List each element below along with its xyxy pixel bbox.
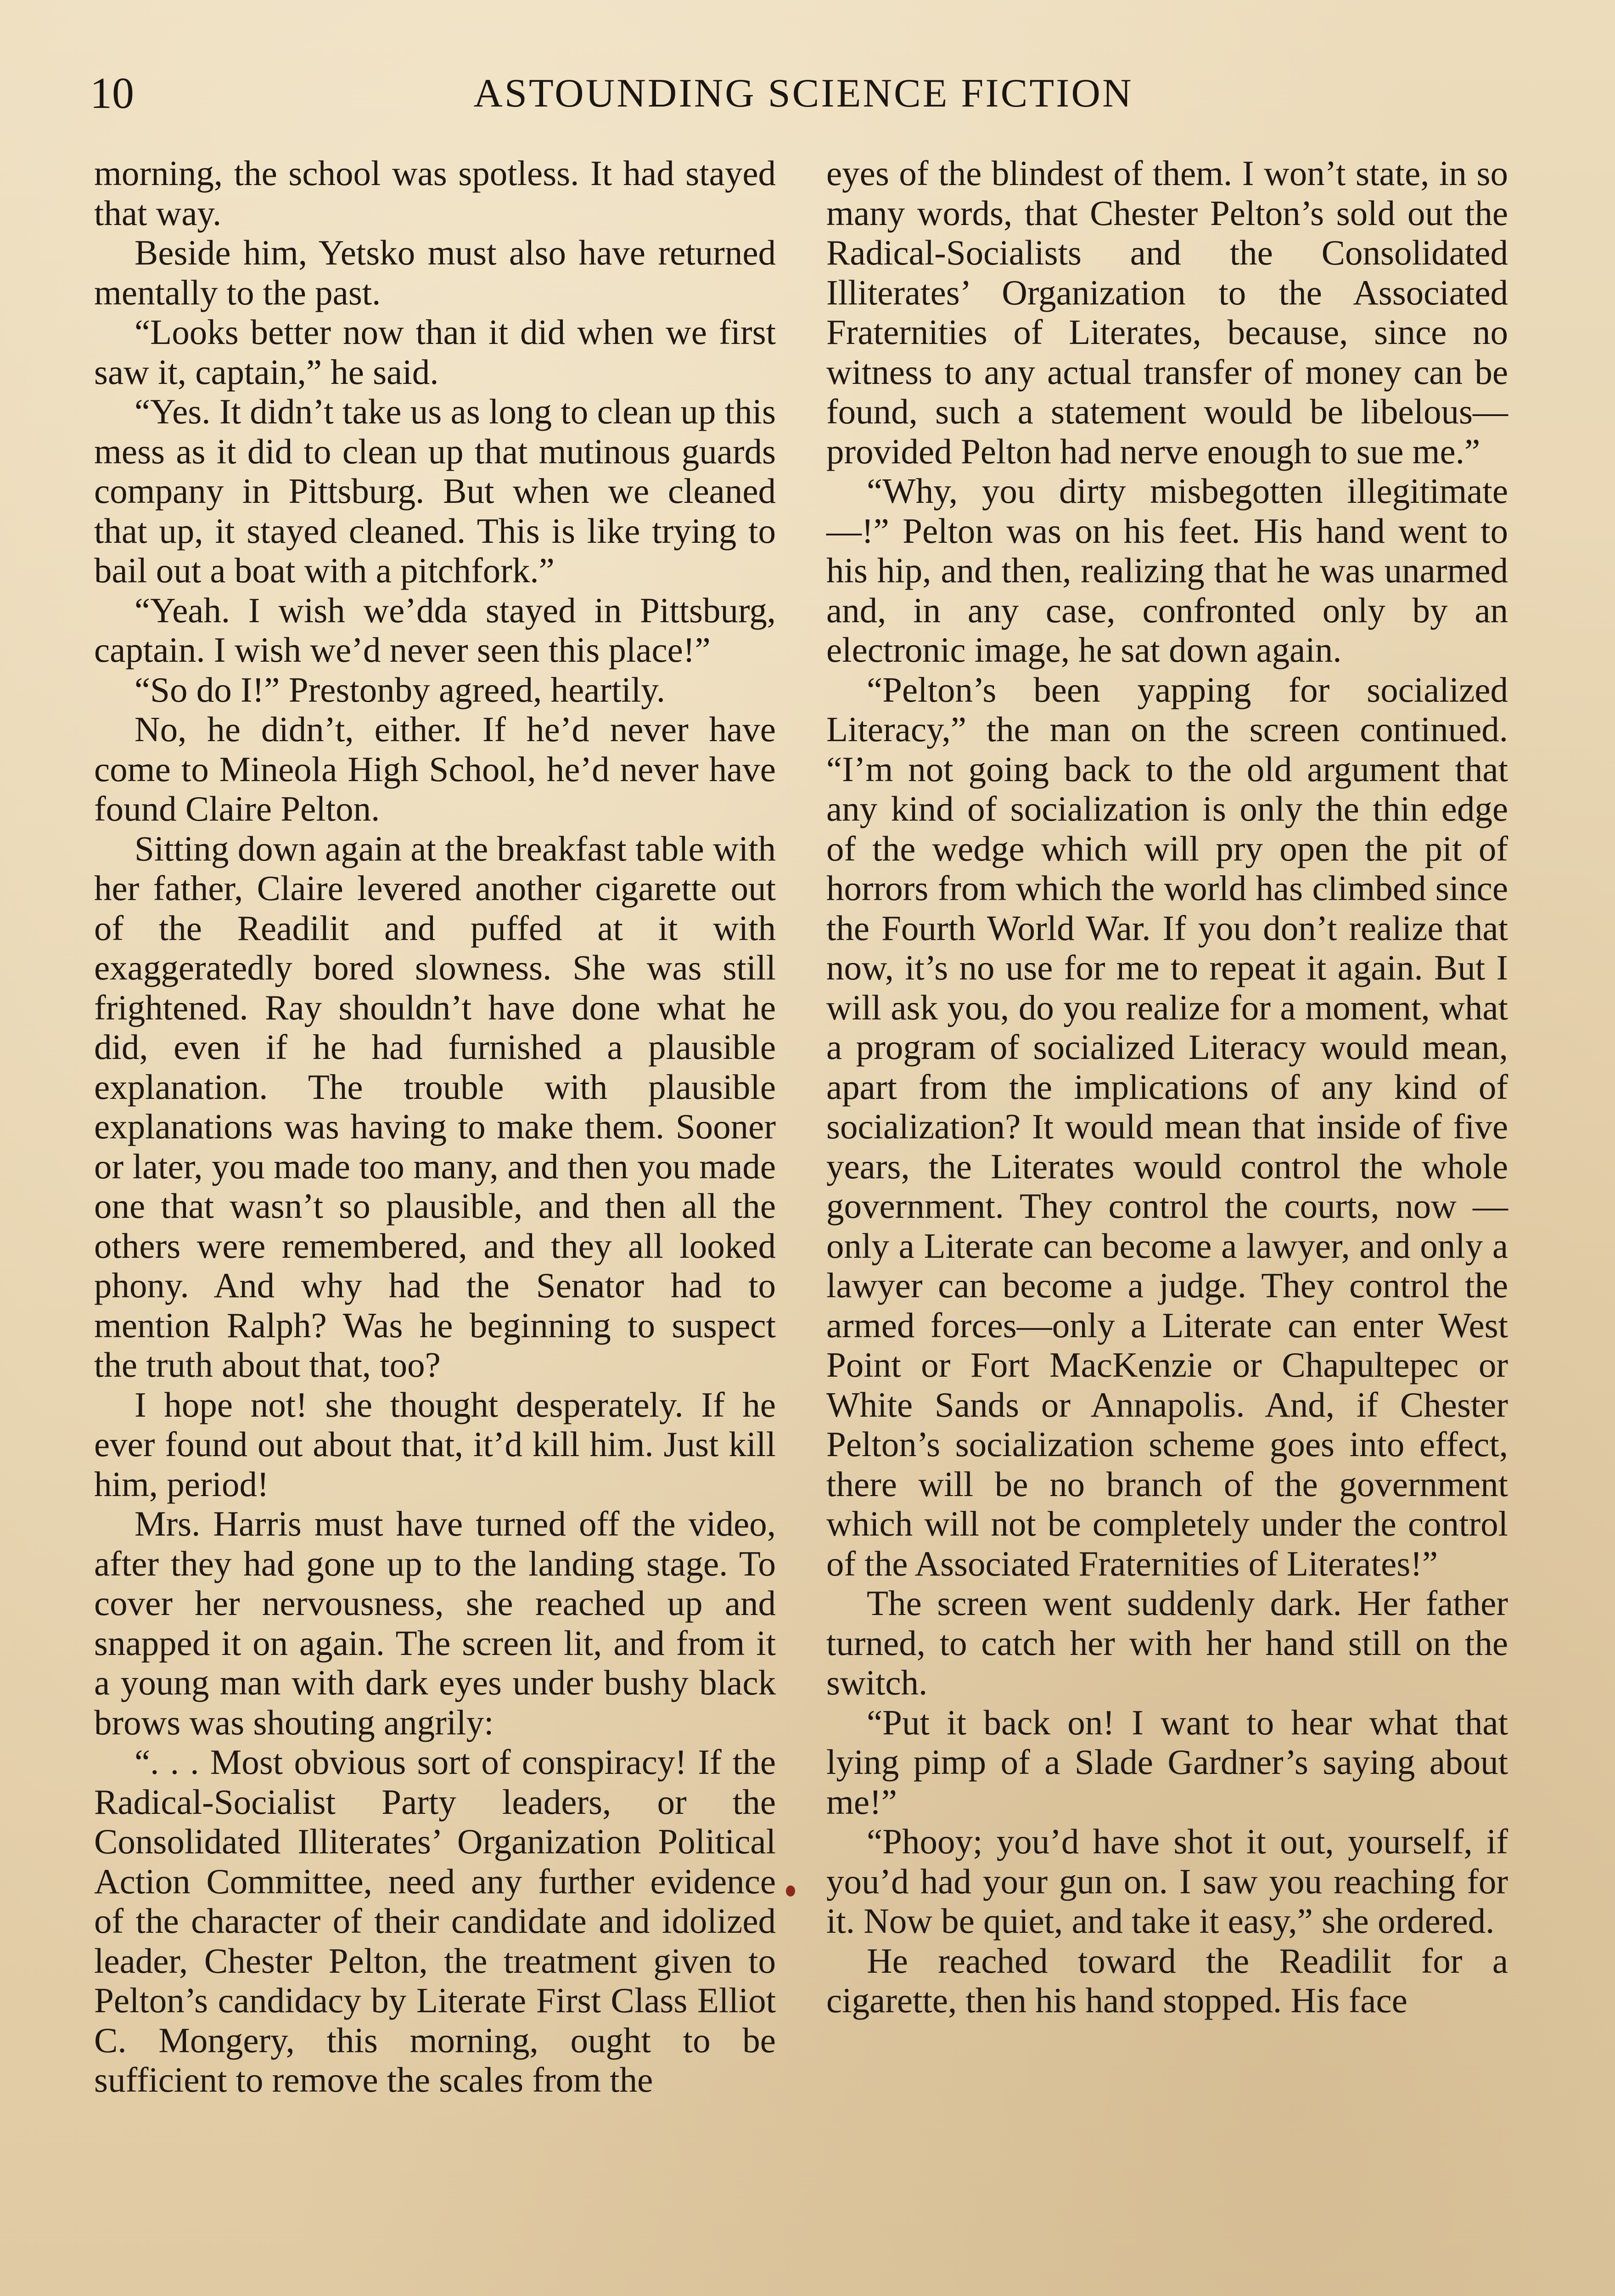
paragraph: I hope not! she thought desperately. If he ever found out about that, it’d kill him. Just kill him, period! (94, 1384, 776, 1504)
paragraph: “Yeah. I wish we’dda stayed in Pittsburg, captain. I wish we’d never seen this place!” (94, 590, 776, 670)
paragraph: Beside him, Yetsko must also have returned mentally to the past. (94, 233, 776, 312)
running-head: ASTOUNDING SCIENCE FICTION (473, 71, 1133, 116)
paragraph: “Why, you dirty misbegotten illegitimate—!” Pelton was on his feet. His hand went to his hip, and then, realizing that he was unarmed and, in any case, confronted only by an electronic image, he sat down again. (826, 471, 1508, 670)
paragraph: The screen went suddenly dark. Her father turned, to catch her with her hand still on the switch. (826, 1583, 1508, 1702)
paragraph: eyes of the blindest of them. I won’t state, in so many words, that Chester Pelton’s sold out the Radical-Socialists and the Consolidated Illiterates’ Organization to the Associated Fraternities of Literates, because, since no witness to any actual transfer of money can be found, such a statement would be libelous—provided Pelton had nerve enough to sue me.” (826, 153, 1508, 471)
paragraph: “Phooy; you’d have shot it out, yourself, if you’d had your gun on. I saw you reaching for it. Now be quiet, and take it easy,” she ordered. (826, 1822, 1508, 1941)
paragraph: “Put it back on! I want to hear what that lying pimp of a Slade Gardner’s saying about me!” (826, 1702, 1508, 1822)
paragraph: “So do I!” Prestonby agreed, heartily. (135, 670, 666, 709)
paragraph: morning, the school was spotless. It had stayed that way. (94, 153, 776, 233)
paragraph: “. . . Most obvious sort of conspiracy! If the Radical-Socialist Party leaders, or the Consolidated Illiterates’ Organization Political Action Committee, need any further evidence of the character of their candidate and idolized leader, Chester Pelton, the treatment given to Pelton’s candidacy by Literate First Class Elliot C. Mongery, this morning, ought to be sufficient to remove the scales from the (94, 1742, 776, 2099)
paragraph: Sitting down again at the breakfast table with her father, Claire levered another cigarette out of the Readilit and puffed at it with exaggeratedly bored slowness. She was still frightened. Ray shouldn’t have done what he did, even if he had furnished a plausible explanation. The trouble with plausible explanations was having to make them. Sooner or later, you made too many, and then you made one that wasn’t so plausible, and then all the others were remembered, and they all looked phony. And why had the Senator had to mention Ralph? Was he beginning to suspect the truth about that, too? (94, 828, 776, 1384)
paragraph: “Looks better now than it did when we first saw it, captain,” he said. (94, 312, 776, 392)
paragraph: He reached toward the Readilit for a cigarette, then his hand stopped. His face (826, 1941, 1508, 2020)
paragraph: No, he didn’t, either. If he’d never have come to Mineola High School, he’d never have found Claire Pelton. (94, 709, 776, 828)
ink-stain (786, 1885, 795, 1896)
page-number: 10 (90, 68, 134, 118)
paragraph: “Yes. It didn’t take us as long to clean up this mess as it did to clean up that mutinous guards company in Pittsburg. But when we cleaned that up, it stayed cleaned. This is like trying to bail out a boat with a pitchfork.” (94, 392, 776, 590)
paragraph: “Pelton’s been yapping for socialized Literacy,” the man on the screen continued. “I’m not going back to the old argument that any kind of socialization is only the thin edge of the wedge which will pry open the pit of horrors from which the world has climbed since the Fourth World War. If you don’t realize that now, it’s no use for me to repeat it again. But I will ask you, do you realize for a moment, what a program of socialized Literacy would mean, apart from the implications of any kind of socialization? It would mean that inside of five years, the Literates would control the whole government. They control the courts, now —only a Literate can become a lawyer, and only a lawyer can become a judge. They control the armed forces—only a Literate can enter West Point or Fort MacKenzie or Chapultepec or White Sands or Annapolis. And, if Chester Pelton’s socialization scheme goes into effect, there will be no branch of the government which will not be completely under the control of the Associated Fraternities of Literates!” (826, 670, 1508, 1583)
right-text-column (826, 153, 1508, 2020)
paragraph: Mrs. Harris must have turned off the video, after they had gone up to the landing stage. To cover her nervousness, she reached up and snapped it on again. The screen lit, and from it a young man with dark eyes under bushy black brows was shouting angrily: (94, 1504, 776, 1742)
left-text-column (94, 153, 776, 2100)
